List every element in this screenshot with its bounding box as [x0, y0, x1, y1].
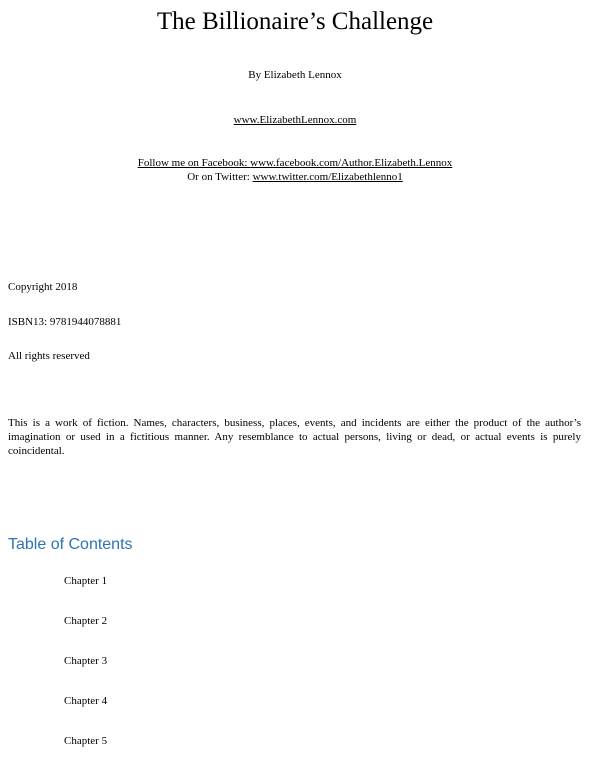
- facebook-url: www.facebook.com/Author.Elizabeth.Lennox: [250, 157, 453, 169]
- facebook-prefix: Follow me on Facebook:: [137, 157, 251, 169]
- rights-notice: All rights reserved: [8, 350, 90, 362]
- website-line: [0, 113, 590, 127]
- twitter-prefix: Or on Twitter:: [187, 171, 253, 183]
- website-link[interactable]: www.ElizabethLennox.com: [233, 114, 357, 126]
- author-byline: By Elizabeth Lennox: [248, 69, 342, 81]
- facebook-link[interactable]: [138, 157, 453, 169]
- twitter-link[interactable]: www.twitter.com/Elizabethlenno1: [252, 171, 403, 183]
- toc-item-chapter-4[interactable]: Chapter 4: [64, 695, 108, 707]
- toc-heading: Table of Contents: [8, 536, 133, 553]
- isbn-number: ISBN13: 9781944078881: [8, 316, 122, 328]
- twitter-line: [0, 170, 590, 184]
- toc-item-chapter-3[interactable]: Chapter 3: [64, 655, 108, 667]
- toc-item-chapter-2[interactable]: Chapter 2: [64, 615, 108, 627]
- facebook-line: [0, 156, 590, 170]
- toc-list: [64, 574, 107, 774]
- fiction-disclaimer: This is a work of fiction. Names, characters, business, places, events, and incidents are either the product of the author’s imagination or used in a fictitious manner. Any resemblance to actual persons, living or dead, or actual events is purely coincidental.: [8, 417, 581, 457]
- toc-item-chapter-5[interactable]: Chapter 5: [64, 735, 108, 747]
- book-title: The Billionaire’s Challenge: [156, 8, 434, 35]
- toc-item-chapter-1[interactable]: Chapter 1: [64, 575, 108, 587]
- copyright-notice: Copyright 2018: [8, 281, 78, 293]
